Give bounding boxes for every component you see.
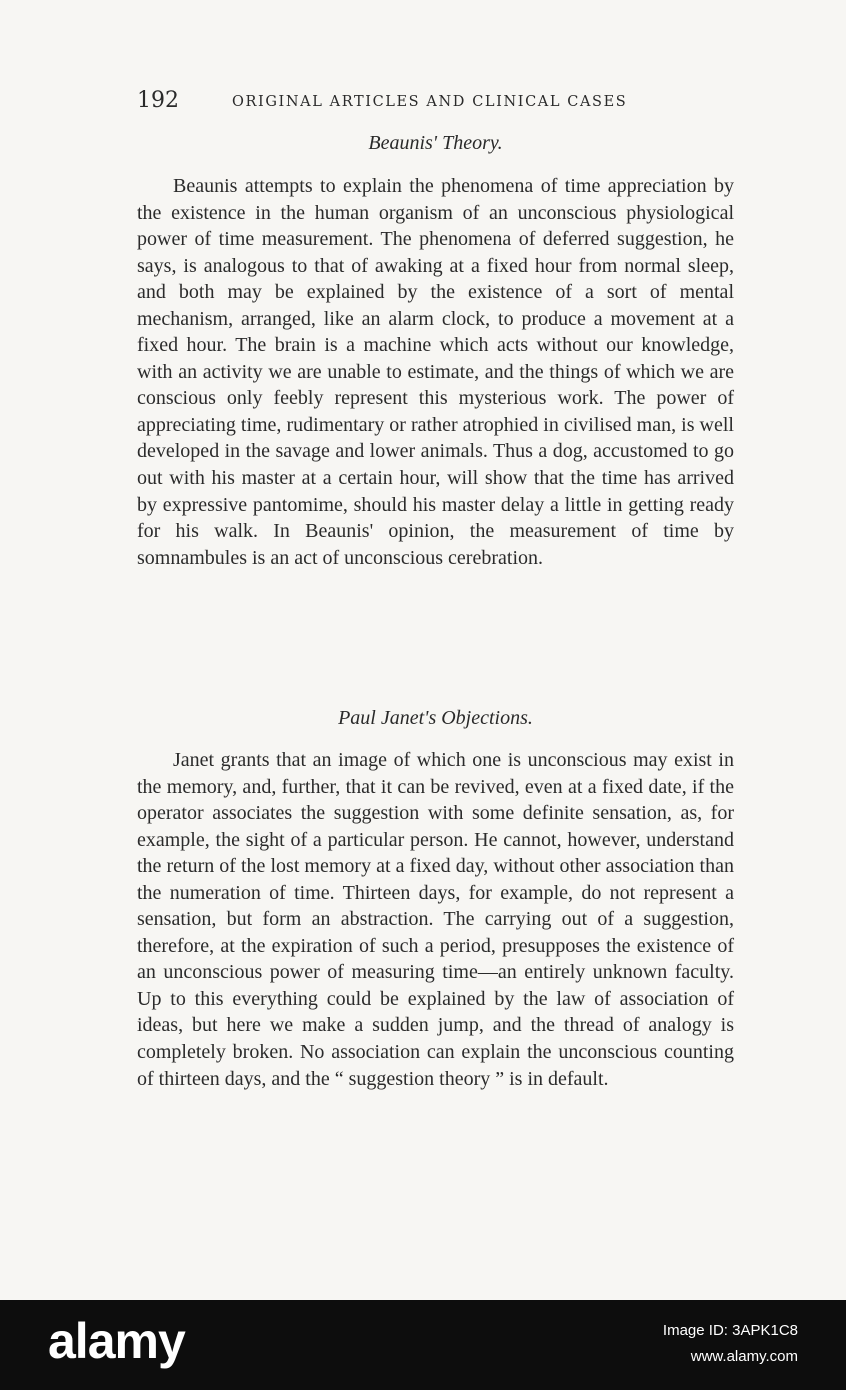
page-number: 192 [137,88,179,113]
brand-logo: alamy [48,1313,185,1369]
image-id-label: Image ID: 3APK1C8 [662,1322,798,1339]
site-url: www.alamy.com [690,1348,798,1365]
watermark-footer [0,1300,846,1390]
page-header [137,88,737,118]
section-title-janet: Paul Janet's Objections. [338,707,533,729]
running-head: ORIGINAL ARTICLES AND CLINICAL CASES [232,94,628,110]
section-title-beaunis: Beaunis' Theory. [368,132,503,154]
paragraph-beaunis: Beaunis attempts to explain the phenomena of time appreciation by the existence in the human organism of an unconscious physiological power of time measurement. The phenomena of deferred suggestion, he says, is analogous to that of awaking at a fixed hour from normal sleep, and both may be explained by the existence of a sort of mental mechanism, arranged, like an alarm clock, to produce a movement at a fixed hour. The brain is a machine which acts without our knowledge, with an activity we are unable to estimate, and the things of which we are conscious only feebly represent this mysterious work. The power of appreciating time, rudimentary or rather atrophied in civilised man, is well developed in the savage and lower animals. Thus a dog, accustomed to go out with his master at a certain hour, will show that the time has arrived by expressive pantomime, should his master delay a little in getting ready for his walk. In Beaunis' opinion, the measurement of time by somnambules is an act of unconscious cerebration. [137,175,734,569]
paragraph-janet: Janet grants that an image of which one is unconscious may exist in the memory, and, further, that it can be revived, even at a fixed date, if the operator associates the suggestion with some definite sensation, as, for example, the sight of a particular person. He cannot, however, understand the return of the lost memory at a fixed day, without other association than the numeration of time. Thirteen days, for example, do not represent a sensation, but form an abstraction. The carrying out of a suggestion, therefore, at the expiration of such a period, presupposes the existence of an unconscious power of measuring time—an entirely unknown faculty. Up to this everything could be explained by the law of association of ideas, but here we make a sudden jump, and the thread of analogy is completely broken. No association can explain the unconscious counting of thirteen days, and the “ suggestion theory ” is in default. [137,749,734,1090]
